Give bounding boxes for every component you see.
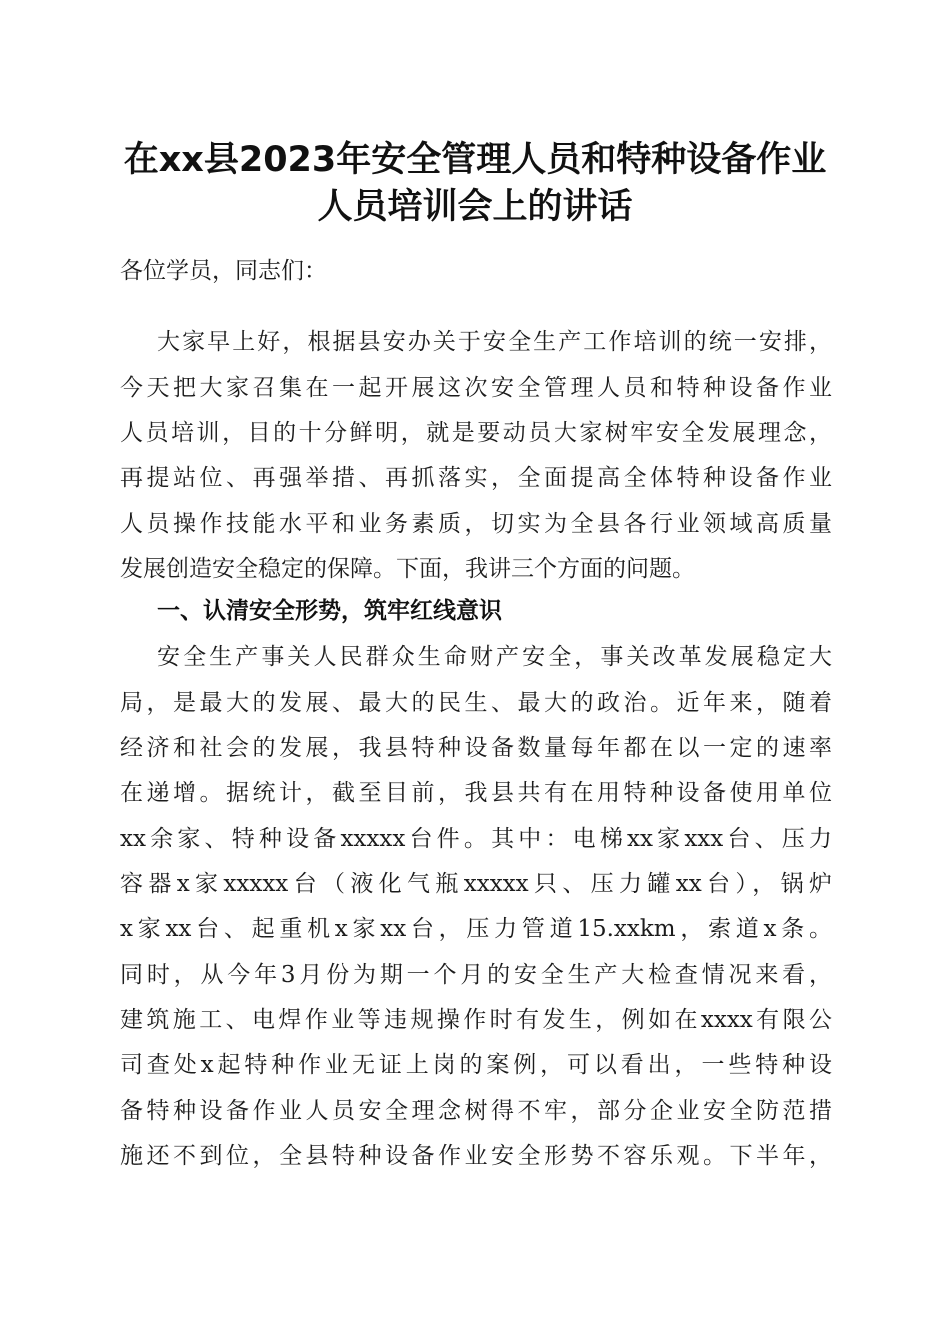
paragraph-2-line: 在递增。据统计，截至目前，我县共有在用特种设备使用单位 [120, 780, 832, 806]
paragraph-2-line: x家xx台、起重机x家xx台，压力管道15.xxkm，索道x条。 [120, 916, 832, 942]
paragraph-2-line: 经济和社会的发展，我县特种设备数量每年都在以一定的速率 [120, 735, 832, 761]
paragraph-1-line: 发展创造安全稳定的保障。下面，我讲三个方面的问题。 [120, 556, 695, 582]
paragraph-2-line: 局，是最大的发展、最大的民生、最大的政治。近年来，随着 [120, 690, 832, 716]
paragraph-2-line: 建筑施工、电焊作业等违规操作时有发生，例如在xxxx有限公 [120, 1007, 832, 1033]
paragraph-2-line: 容器x家xxxxx台（液化气瓶xxxxx只、压力罐xx台），锅炉 [120, 871, 832, 897]
paragraph-1-line: 今天把大家召集在一起开展这次安全管理人员和特种设备作业 [120, 375, 832, 401]
paragraph-2-line: 安全生产事关人民群众生命财产安全，事关改革发展稳定大 [157, 644, 832, 670]
paragraph-1-line: 人员培训，目的十分鲜明，就是要动员大家树牢安全发展理念， [120, 420, 832, 446]
section-1-heading: 一、认清安全形势，筑牢红线意识 [157, 598, 502, 624]
paragraph-2-line: xx余家、特种设备xxxxx台件。其中：电梯xx家xxx台、压力 [120, 826, 832, 852]
document-title-line-2: 人员培训会上的讲话 [317, 187, 633, 227]
document-title-line-1: 在xx县2023年安全管理人员和特种设备作业 [123, 140, 827, 180]
paragraph-1-line: 人员操作技能水平和业务素质，切实为全县各行业领域高质量 [120, 511, 832, 537]
salutation: 各位学员，同志们： [120, 258, 327, 284]
paragraph-2-line: 司查处x起特种作业无证上岗的案例，可以看出，一些特种设 [120, 1052, 832, 1078]
paragraph-2-line: 同时，从今年3月份为期一个月的安全生产大检查情况来看， [120, 962, 832, 988]
paragraph-2-line: 施还不到位，全县特种设备作业安全形势不容乐观。下半年， [120, 1143, 832, 1169]
paragraph-1-line: 再提站位、再强举措、再抓落实，全面提高全体特种设备作业 [120, 465, 832, 491]
paragraph-2-line: 备特种设备作业人员安全理念树得不牢，部分企业安全防范措 [120, 1098, 832, 1124]
paragraph-1-line: 大家早上好，根据县安办关于安全生产工作培训的统一安排， [157, 329, 832, 355]
